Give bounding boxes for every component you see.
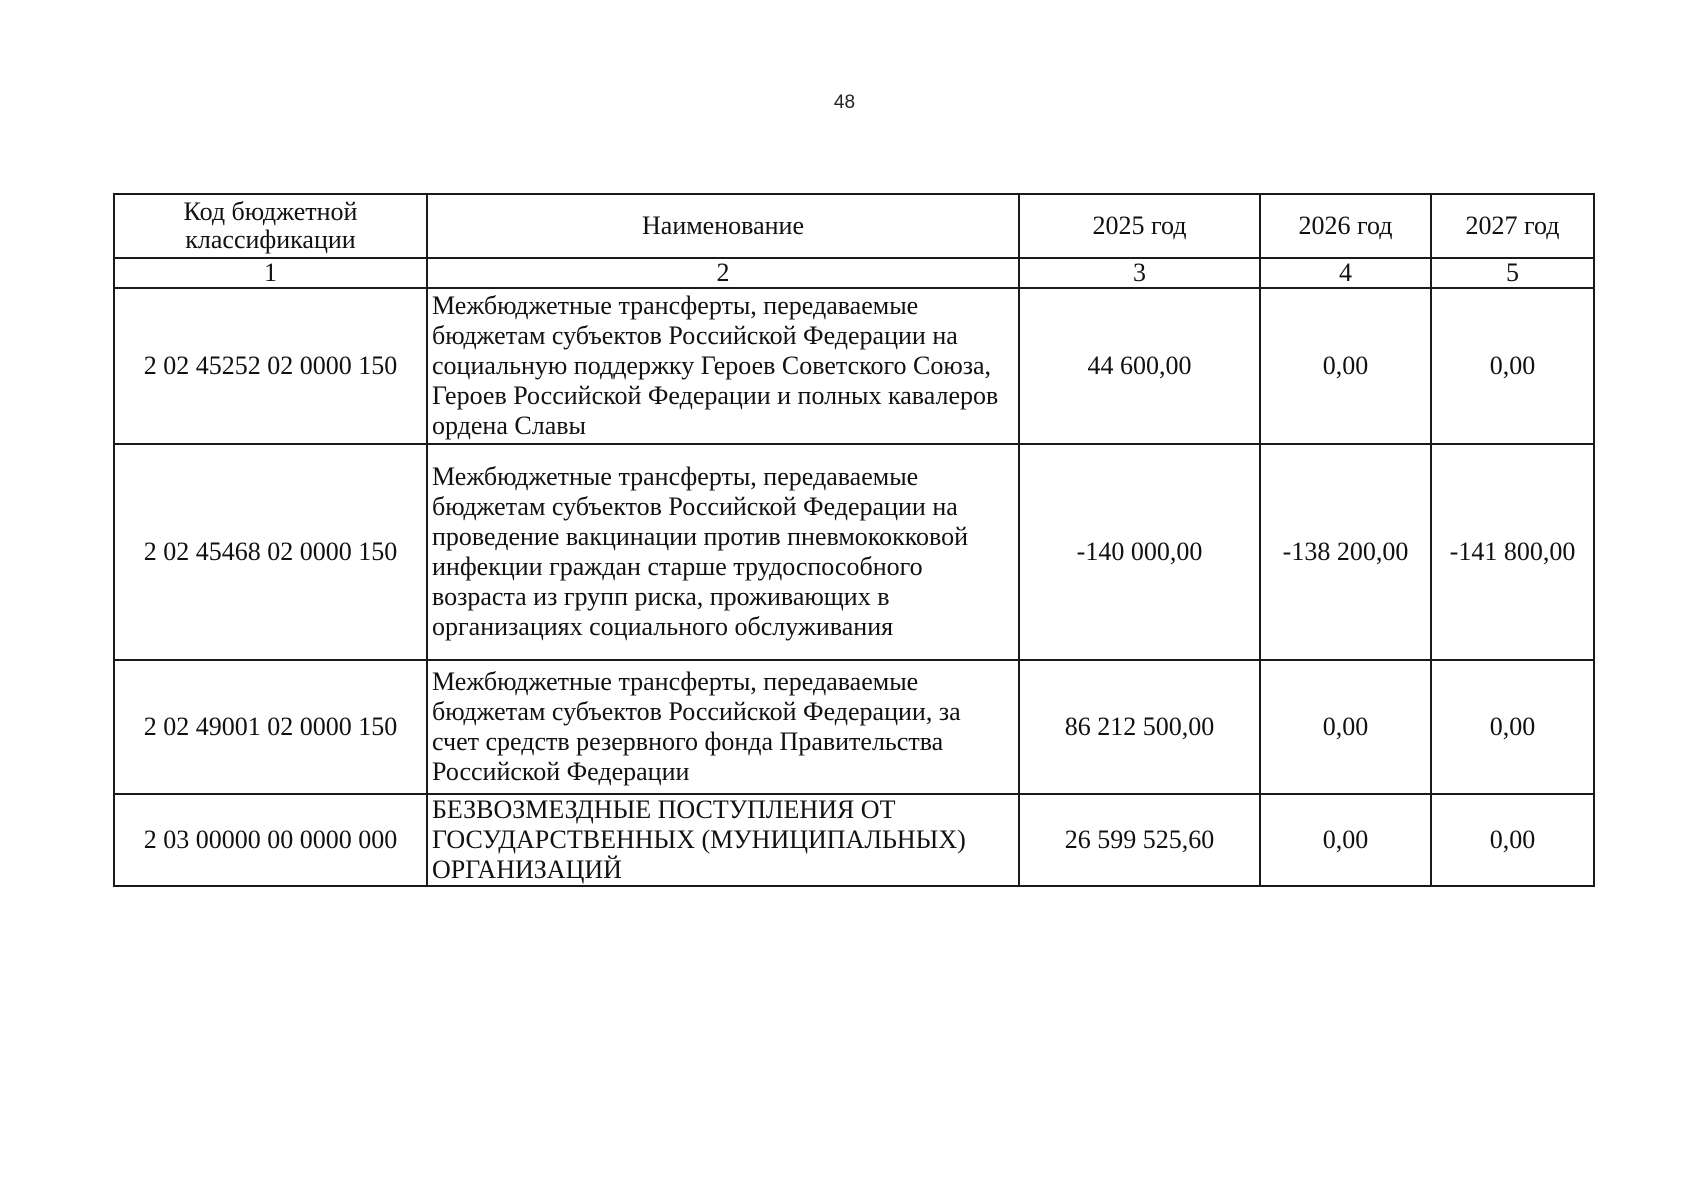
header-code: Код бюджетной классификации [114,194,427,258]
column-number-row [114,258,1594,288]
column-number: 3 [1019,258,1260,288]
row-code: 2 02 49001 02 0000 150 [114,660,427,794]
row-code: 2 03 00000 00 0000 000 [114,794,427,886]
row-value-2025: -140 000,00 [1019,444,1260,660]
header-2027: 2027 год [1431,194,1594,258]
column-number: 5 [1431,258,1594,288]
header-2025: 2025 год [1019,194,1260,258]
row-value-2026: 0,00 [1260,660,1431,794]
row-name: БЕЗВОЗМЕЗДНЫЕ ПОСТУПЛЕНИЯ ОТ ГОСУДАРСТВЕННЫХ (МУНИЦИПАЛЬНЫХ) ОРГАНИЗАЦИЙ [427,794,1019,886]
row-name: Межбюджетные трансферты, передаваемые бюджетам субъектов Российской Федерации, за счет средств резервного фонда Правительства Российской Федерации [427,660,1019,794]
table-row [114,288,1594,444]
row-value-2025: 44 600,00 [1019,288,1260,444]
row-name: Межбюджетные трансферты, передаваемые бюджетам субъектов Российской Федерации на социальную поддержку Героев Советского Союза, Героев Российской Федерации и полных кавалеров ордена Славы [427,288,1019,444]
budget-table [113,193,1595,887]
table-row [114,660,1594,794]
header-name: Наименование [427,194,1019,258]
row-name: Межбюджетные трансферты, передаваемые бюджетам субъектов Российской Федерации на проведение вакцинации против пневмококковой инфекции граждан старше трудоспособного возраста из групп риска, проживающих в организациях социального обслуживания [427,444,1019,660]
row-value-2027: 0,00 [1431,660,1594,794]
header-2026: 2026 год [1260,194,1431,258]
table-row [114,444,1594,660]
page-number: 48 [833,92,856,113]
table-header-row [114,194,1594,258]
row-value-2027: -141 800,00 [1431,444,1594,660]
row-value-2025: 86 212 500,00 [1019,660,1260,794]
row-value-2027: 0,00 [1431,288,1594,444]
row-value-2026: 0,00 [1260,794,1431,886]
row-value-2025: 26 599 525,60 [1019,794,1260,886]
column-number: 2 [427,258,1019,288]
row-value-2026: -138 200,00 [1260,444,1431,660]
column-number: 1 [114,258,427,288]
row-code: 2 02 45468 02 0000 150 [114,444,427,660]
row-code: 2 02 45252 02 0000 150 [114,288,427,444]
row-value-2026: 0,00 [1260,288,1431,444]
table-row-total [114,794,1594,886]
column-number: 4 [1260,258,1431,288]
row-value-2027: 0,00 [1431,794,1594,886]
